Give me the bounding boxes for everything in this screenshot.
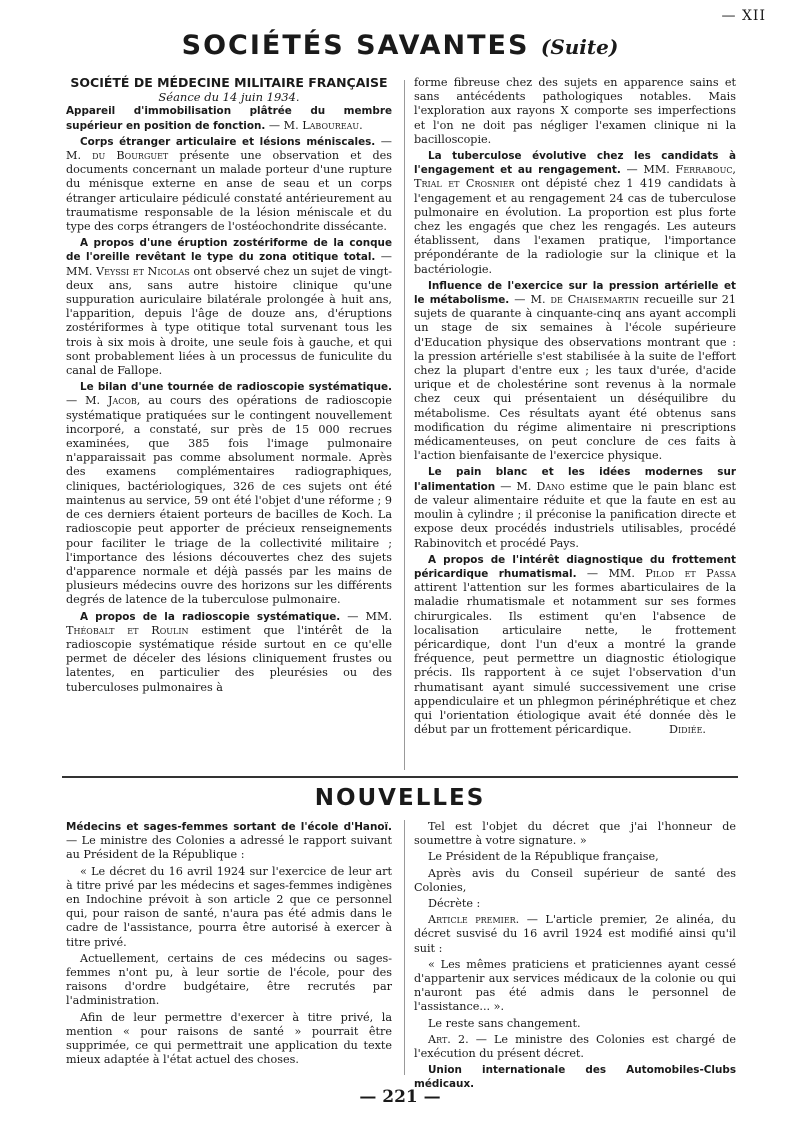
article-frottement-pericardique: A propos de l'intérêt diagnostique du frottement péricardique rhumatismal. — MM. Pilod et Passa attirent l'attention sur les formes abarticulaires de la maladie rhumatismale et notamment sur ses formes chirurgicales. Ils estiment qu'en l'absence de localisation articulaire nette, le frottement péricardique, dont l'un d'eux a montré la grande fréquence, peut permettre un diagnostic étiologique précis. Ils rapportent à ce sujet l'observation d'un rhumatisant ayant simulé successivement une crise appendiculaire et un phlegmon périnéphrétique et chez qui l'orientation étiologique avait été donnée dès le début par un frottement péricardique. Didiée. (414, 553, 736, 737)
news-article-2: Art. 2. — Le ministre des Colonies est chargé de l'exécution du présent décret. (414, 1032, 736, 1061)
article-pain-blanc: Le pain blanc et les idées modernes sur l'alimentation — M. Dano estime que le pain blanc est de valeur alimentaire réduite et que la faute en est au moulin à cylindre ; il préconise la panification directe et expose deux procédés industriels utilisables, procédé Rabinovitch et procédé Pays. (414, 466, 736, 550)
news-paragraph: Tel est l'objet du décret que j'ai l'honneur de soumettre à votre signature. » (414, 820, 736, 848)
article-text: , au cours des opérations de radioscopie systématique pratiquées sur le contingent nouvellement incorporé, a constaté, sur près de 15 000 recrues examinées, que 385 fois l'image pulmonaire n'apparaissait pas comme absolument normale. Après des examens complémentaires radiographiques, cliniques, bactériologiques, 326 de ces sujets ont été maintenus au service, 59 ont été l'objet d'une réforme ; 9 de ces derniers étaient porteurs de bacilles de Koch. La radioscopie peut apporter de précieux renseignements pour faciliter le triage de la collectivité militaire ; l'importance des lésions découvertes chez des sujets d'apparence normale et déjà passés par les mains de plusieurs médecins ouvre des horizons sur les différents degrés de latence de la tuberculose pulmonaire. (66, 394, 392, 607)
society-name: SOCIÉTÉ DE MÉDECINE MILITAIRE FRANÇAISE (70, 75, 388, 90)
news-paragraph: « Le décret du 16 avril 1924 sur l'exercice de leur art à titre privé par les médecins et sages-femmes indigènes en Indochine prévoit à son article 2 que ce personnel qui, pour raison de santé, n'aura pas été admis dans le cadre de l'assistance, pourra être autorisé à exercer à titre privé. (66, 864, 392, 949)
article-title: Le bilan d'une tournée de radioscopie systématique. (80, 381, 392, 394)
article-author: M. du Bourguet (66, 149, 169, 163)
section-title (0, 30, 800, 61)
article-text: ont observé chez un sujet de vingt-deux ans, sans autre histoire clinique qu'une suppuration auriculaire bilatérale prolongée à huit ans, l'apparition, depuis l'âge de douze ans, d'éruptions zostériformes à type otitique total survenant tous les trois à six mois à droite, une seule fois à gauche, et qui sont probablement liées à un processus de funiculite du canal de Fallope. (66, 264, 392, 378)
news-paragraph: Après avis du Conseil supérieur de santé des Colonies, (414, 866, 736, 894)
signature: Didiée. (669, 723, 706, 737)
news-text: — Le ministre des Colonies a adressé le rapport suivant au Président de la République : (66, 834, 392, 862)
page-number: — 221 — (359, 1087, 441, 1107)
article-author: — M. Laboureau. (268, 118, 363, 132)
news-item-hanoi (66, 820, 392, 863)
section-title-text: SOCIÉTÉS SAVANTES (181, 30, 530, 61)
article-label: Article premier. (428, 913, 520, 927)
news-paragraph: Actuellement, certains de ces médecins ou sages-femmes n'ont pu, à leur sortie de l'école, pour des raisons d'ordre budgétaire, être recrutés par l'administration. (66, 951, 392, 1008)
news-paragraph: Le Président de la République française, (428, 850, 659, 864)
article-exercice-pression: Influence de l'exercice sur la pression artérielle et le métabolisme. — M. de Chaisemartin recueille sur 21 sujets de quarante à cinquante-cinq ans ayant accompli un stage de six semaines à l'école supérieure d'Education physique des observations montrant que : la pression artérielle s'est stabilisée à la suite de l'effort chez la plupart d'entre eux ; les taux d'urée, d'acide urique et de cholestérine sont revenus à la normale chez ceux qui présentaient un déséquilibre du métabolisme. Ces résultats ayant été obtenus sans modification du régime alimentaire ni prescriptions médicamenteuses, on peut conclure de ces faits à l'action bienfaisante de l'exercice physique. (414, 279, 736, 463)
article-text: recueille sur 21 sujets de quarante à cinquante-cinq ans ayant accompli un stage de six semaines à l'école supérieure d'Education physique des observations montrant que : la pression artérielle s'est stabilisée à la suite de l'effort chez la plupart d'entre eux ; les taux d'urée, d'acide urique et de cholestérine sont revenus à la normale chez ceux qui présentaient un déséquilibre du métabolisme. Ces résultats ayant été obtenus sans modification du régime alimentaire ni prescriptions médicamenteuses, on peut conclure de ces faits à l'action bienfaisante de l'exercice physique. (414, 293, 736, 463)
article-text: attirent l'attention sur les formes abarticulaires de la maladie rhumatismale et notamment sur ses formes chirurgicales. Ils estiment qu'en l'absence de localisation articulaire nette, le frottement péricardique, dont l'un d'eux a montré la grande fréquence, peut permettre un diagnostic étiologique précis. Ils rapportent à ce sujet l'observation d'un rhumatisant ayant simulé successivement une crise appendiculaire et un phlegmon périnéphrétique et chez qui l'orientation étiologique avait été donnée dès le début par un frottement péricardique. (414, 581, 736, 737)
article-title: A propos de la radioscopie systématique. (80, 610, 341, 623)
article-radioscopie-systematique: A propos de la radioscopie systématique. — MM. Théobalt et Roulin estiment que l'intérêt de la radioscopie systématique réside surtout en ce qu'elle permet de déceler des lésions cliniquement frustes ou latentes, en particulier des pleurésies ou des tuberculoses pulmonaires à (66, 609, 392, 694)
article-text: présente une observation et des documents concernant un malade porteur d'une rupture du ménisque externe en anse de seau et un corps étranger articulaire pédiculé constaté antérieurement au traumatisme responsable de la lésion méniscale et du type des corps étrangers de l'ostéochondrite dissécante. (66, 149, 392, 234)
section-rule (62, 776, 738, 778)
article-text: estiment que l'intérêt de la radioscopie systématique réside surtout en ce qu'elle permet de déceler des lésions cliniquement frustes ou latentes, en particulier des pleurésies ou des tuberculoses pulmonaires à (66, 623, 392, 694)
news-title: Union internationale des Automobiles-Clubs médicaux. (414, 1064, 736, 1091)
article-author: M. de Chaisemartin (530, 293, 639, 307)
article-title: Le pain blanc et les idées modernes sur l'alimentation (414, 466, 736, 493)
article-label: Art. 2. (428, 1032, 469, 1046)
article-title: Influence de l'exercice sur la pression artérielle et le métabolisme. (414, 279, 736, 307)
article-text: ont dépisté chez 1 419 candidats à l'engagement et au rengagement 24 cas de tuberculose pulmonaire en évolution. La proportion est plus forte chez les engagés que chez les rengagés. Les auteurs établissent, dans l'examen pratique, l'importance prépondérante de la radiologie sur la clinique et la bactériologie. (414, 177, 736, 276)
article-author: MM. Pilod et Passa (608, 566, 736, 580)
article-author: MM. Veyssi et Nicolas (66, 264, 190, 278)
article-appareil (66, 104, 392, 132)
article-title: Corps étranger articulaire et lésions méniscales. (80, 135, 376, 148)
news-paragraph: Décrète : (428, 897, 481, 911)
column-divider (404, 820, 405, 1075)
nouvelles-title: NOUVELLES (314, 785, 486, 811)
nouvelles-left-column (66, 820, 392, 1067)
article-title: Appareil d'immobilisation plâtrée du membre supérieur en position de fonction. (66, 105, 392, 132)
news-title: Médecins et sages-femmes sortant de l'école d'Hanoï. (66, 821, 392, 833)
article-title: A propos de l'intérêt diagnostique du frottement péricardique rhumatismal. (414, 553, 736, 580)
right-column (414, 76, 736, 737)
roman-page-number: — XII (721, 8, 766, 24)
article-author: MM. Théobalt et Roulin (66, 609, 392, 637)
article-eruption: A propos d'une éruption zostériforme de la conque de l'oreille revêtant le type du zona otitique total. — MM. Veyssi et Nicolas ont observé chez un sujet de vingt-deux ans, sans autre histoire clinique qu'une suppuration auriculaire bilatérale prolongée à huit ans, l'apparition, depuis l'âge de douze ans, d'éruptions zostériformes à type otitique total survenant tous les trois à six mois à droite, une seule fois à gauche, et qui sont probablement liées à un processus de funiculite du canal de Fallope. (66, 237, 392, 378)
article-tuberculose-evolutive: La tuberculose évolutive chez les candidats à l'engagement et au rengagement. — MM. Ferrabouc, Trial et Crosnier ont dépisté chez 1 419 candidats à l'engagement et au rengagement 24 cas de tuberculose pulmonaire en évolution. La proportion est plus forte chez les engagés que chez les rengagés. Les auteurs établissent, dans l'examen pratique, l'importance prépondérante de la radiologie sur la clinique et la bactériologie. (414, 150, 736, 276)
news-paragraph: « Les mêmes praticiens et praticiennes ayant cessé d'appartenir aux services médicaux de la colonie ou qui n'auront pas été admis dans le personnel de l'assistance... ». (414, 957, 736, 1014)
article-title: A propos d'une éruption zostériforme de la conque de l'oreille revêtant le type du zona otitique total. (66, 237, 392, 264)
left-column (66, 76, 392, 695)
article-author: M. Dano (516, 479, 565, 493)
article-corps-etranger: Corps étranger articulaire et lésions méniscales. — M. du Bourguet présente une observation et des documents concernant un malade porteur d'une rupture du ménisque externe en anse de seau et un corps étranger articulaire pédiculé constaté antérieurement au traumatisme responsable de la lésion méniscale et du type des corps étrangers de l'ostéochondrite dissécante. (66, 134, 392, 234)
nouvelles-right-column (414, 820, 736, 1092)
news-paragraph: Le reste sans changement. (428, 1016, 581, 1030)
section-title-suite: (Suite) (540, 35, 619, 59)
seance-date: Séance du 14 juin 1934. (158, 90, 300, 105)
article-bilan-radioscopie: Le bilan d'une tournée de radioscopie systématique. — M. Jacob, au cours des opérations de radioscopie systématique pratiquées sur le contingent nouvellement incorporé, a constaté, sur près de 15 000 recrues examinées, que 385 fois l'image pulmonaire n'apparaissait pas comme absolument normale. Après des examens complémentaires radiographiques, cliniques, bactériologiques, 326 de ces sujets ont été maintenus au service, 59 ont été l'objet d'une réforme ; 9 de ces derniers étaient porteurs de bacilles de Koch. La radioscopie peut apporter de précieux renseignements pour faciliter le triage de la collectivité militaire ; l'importance des lésions découvertes chez des sujets d'apparence normale et déjà passés par les mains de plusieurs médecins ouvre des horizons sur les différents degrés de latence de la tuberculose pulmonaire. (66, 381, 392, 607)
news-article-premier: Article premier. — L'article premier, 2e alinéa, du décret susvisé du 16 avril 1924 est modifié ainsi qu'il suit : (414, 913, 736, 955)
news-paragraph: Afin de leur permettre d'exercer à titre privé, la mention « pour raisons de santé » pourrait être supprimée, ce qui permettrait une application du texte mieux adaptée à l'état actuel des choses. (66, 1010, 392, 1067)
article-author: MM. Ferrabouc, Trial et Crosnier (414, 163, 736, 191)
article-continuation: forme fibreuse chez des sujets en apparence sains et sans antécédents pathologiques notables. Mais l'exploration aux rayons X comporte ses imperfections et l'on ne doit pas négliger l'examen clinique ni la bacilloscopie. (414, 76, 736, 146)
article-author: M. Jacob (85, 394, 137, 408)
article-title: La tuberculose évolutive chez les candidats à l'engagement et au rengagement. (414, 150, 736, 177)
article-text: estime que le pain blanc est de valeur alimentaire réduite et que la faute en est au moulin à cylindre ; il préconise la panification directe et expose deux procédés industriels utilisables, procédé Rabinovitch et procédé Pays. (414, 479, 736, 550)
column-divider (404, 80, 405, 770)
